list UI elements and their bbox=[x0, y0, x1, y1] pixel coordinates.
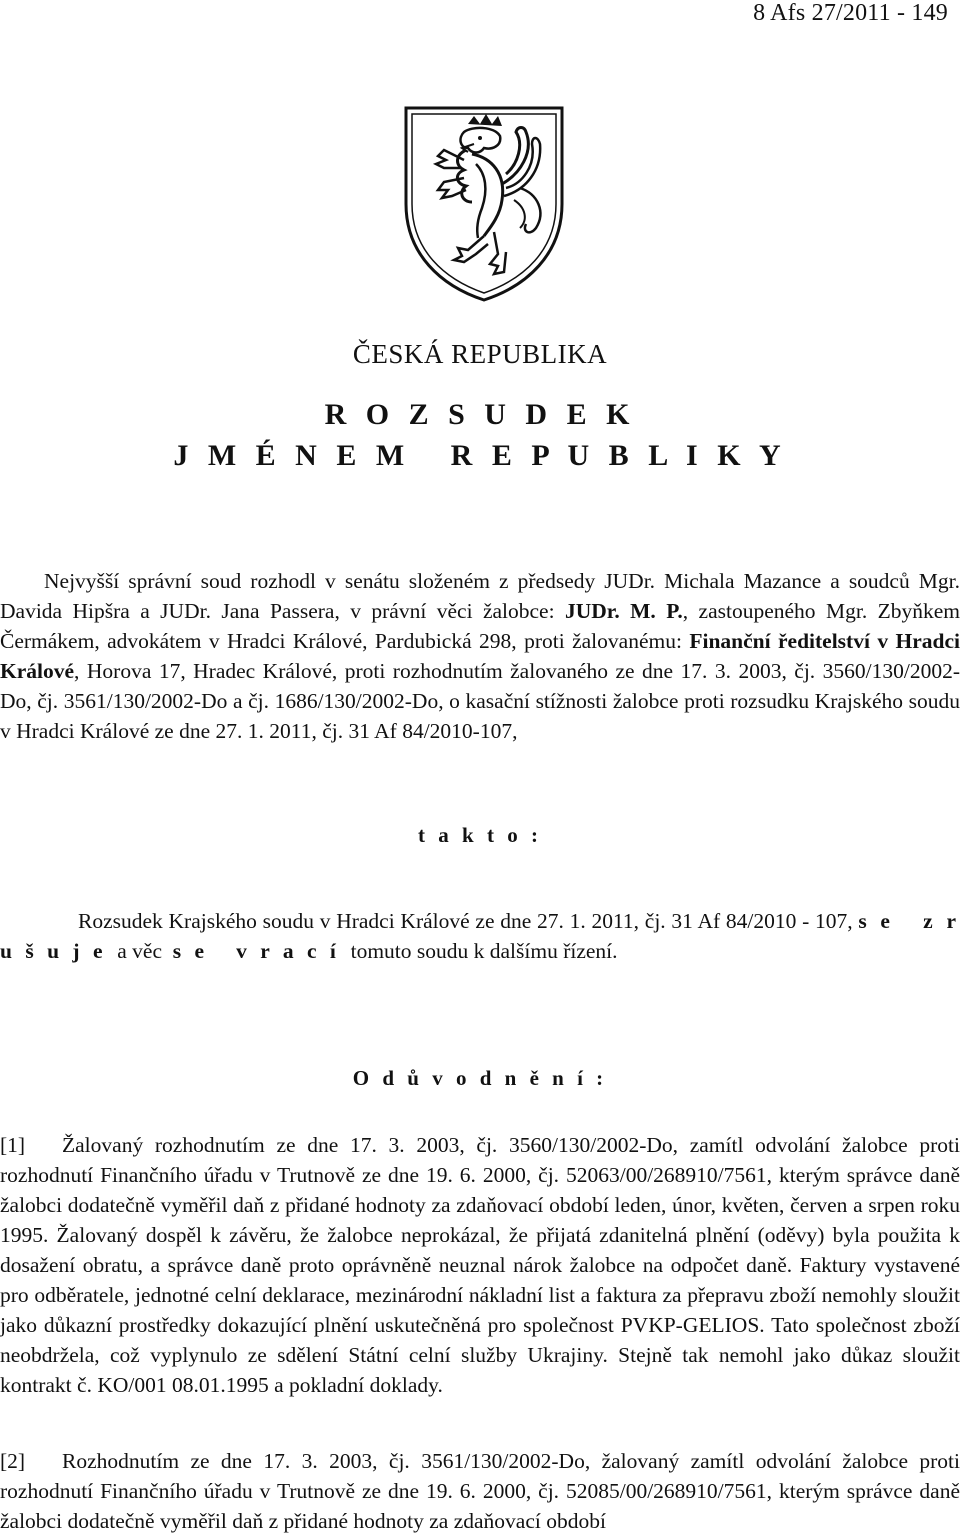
ruling-text-1: Rozsudek Krajského soudu v Hradci Králové ze dne 27. 1. 2011, čj. 31 Af 84/2010 - 107, bbox=[78, 909, 859, 933]
intro-paragraph bbox=[0, 566, 960, 746]
ruling-text-3: tomuto soudu k dalšímu řízení. bbox=[339, 939, 618, 963]
in-name-of-republic-heading: J M É N E M R E P U B L I K Y bbox=[173, 439, 787, 472]
paragraph-text: Rozhodnutím ze dne 17. 3. 2003, čj. 3561/130/2002-Do, žalovaný zamítl odvolání žalobce proti rozhodnutí Finančního úřadu v Trutnově ze dne 19. 6. 2000, čj. 52085/00/268910/7561, kterým správce daně žalobci dodatečně vyměřil daň z přidané hodnoty za zdaňovací období bbox=[0, 1449, 960, 1533]
file-number: 8 Afs 27/2011 - 149 bbox=[753, 0, 948, 26]
intro-text-2: , zastoupeného Mgr. Zbyňkem Čermákem, advokátem v Hradci Králové, Pardubická 298, proti žalovanému: bbox=[0, 599, 960, 653]
takto-heading: t a k t o : bbox=[418, 823, 542, 847]
intro-text-1: Nejvyšší správní soud rozhodl v senátu složeném z předsedy JUDr. Michala Mazance a soudců Mgr. Davida Hipšra a JUDr. Jana Passera, v právní věci žalobce: bbox=[0, 569, 960, 623]
intro-text-3: , Horova 17, Hradec Králové, proti rozhodnutím žalovaného ze dne 17. 3. 2003, čj. 3560/130/2002-Do, čj. 3561/130/2002-Do a čj. 1686/130/2002-Do, o kasační stížnosti žalobce proti rozsudku Krajského soudu v Hradci Králové ze dne 27. 1. 2011, čj. 31 Af 84/2010-107, bbox=[0, 659, 960, 743]
ruling-text-2: a věc bbox=[106, 939, 173, 963]
ruling-paragraph bbox=[0, 906, 960, 966]
verdict-heading: R O Z S U D E K bbox=[324, 398, 636, 431]
reasoning-heading: O d ů v o d n ě n í : bbox=[352, 1066, 608, 1090]
paragraph-number: [1] bbox=[0, 1133, 26, 1157]
republic-heading: ČESKÁ REPUBLIKA bbox=[352, 339, 608, 369]
plaintiff-name: JUDr. M. P. bbox=[564, 599, 683, 623]
paragraph-number: [2] bbox=[0, 1449, 26, 1473]
paragraph-text: Žalovaný rozhodnutím ze dne 17. 3. 2003, čj. 3560/130/2002-Do, zamítl odvolání žalobce proti rozhodnutí Finančního úřadu v Trutnově ze dne 19. 6. 2000, čj. 52063/00/268910/7561, kterým správce daně žalobci dodatečně vyměřil daň z přidané hodnoty za zdaňovací období leden, únor, květen, červen a srpen roku 1995. Žalovaný dospěl k závěru, že žalobce neprokázal, že přijatá zdanitelná plnění (oděvy) byla použita k dosažení obratu, a správce daně proto oprávněně neuznal nárok žalobce na odpočet daně. Faktury vystavené pro odběratele, jednotné celní deklarace, mezinárodní nákladní list a faktura za přepravu zboží nemohly sloužit jako důkazní prostředky dokazující plnění uskutečněná pro společnost PVKP-GELIOS. Tato společnost zboží neobdržela, což vyplynulo ze sdělení Státní celní služby Ukrajiny. Stejně tak nemohl jako důkaz sloužit kontrakt č. KO/001 08.01.1995 a pokladní doklady. bbox=[0, 1133, 960, 1397]
reasoning-paragraph-1 bbox=[0, 1130, 960, 1400]
defendant-name: Finanční ředitelství v Hradci Králové bbox=[0, 629, 960, 683]
ruling-annuls: s e z r u š u j e bbox=[0, 909, 960, 963]
czech-coat-of-arms-icon bbox=[402, 104, 566, 304]
reasoning-paragraph-2 bbox=[0, 1446, 960, 1536]
ruling-returns: s e v r a c í bbox=[172, 939, 340, 963]
